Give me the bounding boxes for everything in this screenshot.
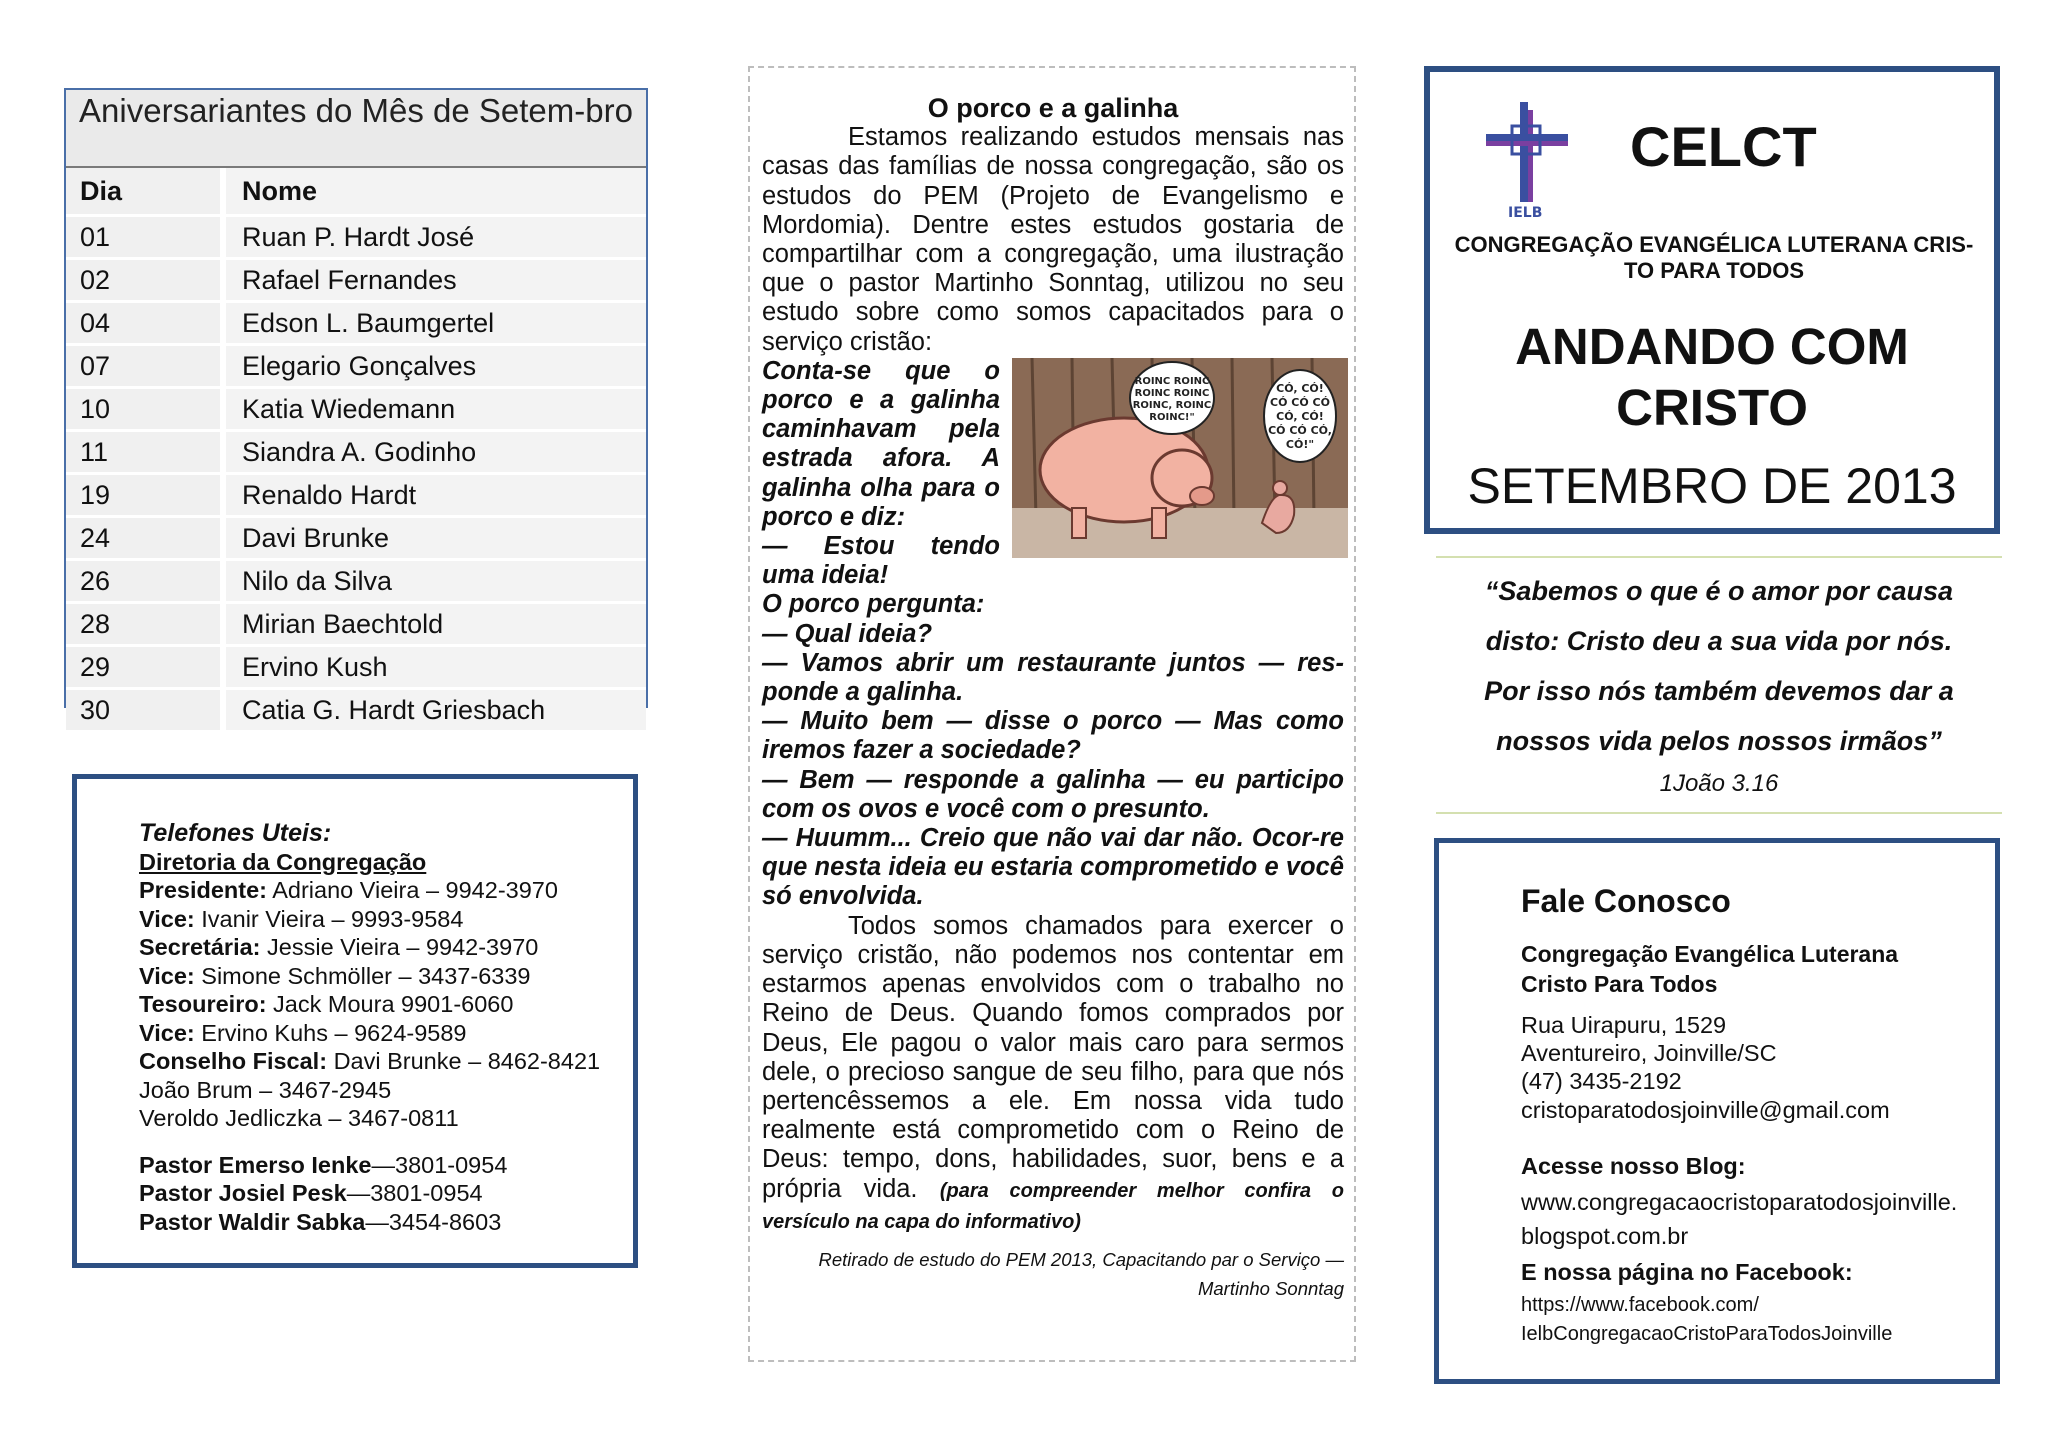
table-row: [66, 302, 646, 345]
birthday-rows: [66, 216, 646, 732]
address-line: Aventureiro, Joinville/SC: [1521, 1040, 1777, 1066]
svg-text:ROINC, ROINC: ROINC, ROINC: [1132, 399, 1212, 411]
address-line: Rua Uirapuru, 1529: [1521, 1012, 1727, 1038]
list-item: [139, 933, 633, 962]
contact-organization: [1521, 939, 1898, 999]
table-row: [66, 689, 646, 732]
birthday-day: 19: [66, 474, 223, 517]
dialog-line: — Bem — responde a galinha — eu participo com os ovos e você com o presunto.: [762, 765, 1344, 823]
verse-line: Por isso nós também devemos dar a: [1484, 676, 1954, 706]
phone-line: (47) 3435-2192: [1521, 1068, 1682, 1094]
article-conclusion: [762, 912, 1344, 1237]
dialog-line: — Vamos abrir um restaurante juntos — res-ponde a galinha.: [762, 648, 1344, 707]
birthday-table: [64, 88, 648, 725]
svg-text:CÓ CÓ CÓ,: CÓ CÓ CÓ,: [1268, 423, 1332, 437]
birthday-day: 02: [66, 259, 223, 302]
blog-label: Acesse nosso Blog:: [1521, 1153, 1746, 1179]
verse-line: “Sabemos o que é o amor por causa: [1484, 576, 1954, 606]
birthday-name: Ruan P. Hardt José: [223, 216, 646, 259]
article-note: (para compreender melhor confira o versículo na capa do informativo): [762, 1179, 1345, 1233]
table-row: [66, 388, 646, 431]
birthday-name: Ervino Kush: [223, 646, 646, 689]
list-item: [139, 876, 633, 905]
dialog-line: — Qual ideia?: [762, 619, 933, 648]
table-row: [66, 603, 646, 646]
table-row: [66, 517, 646, 560]
pig-and-hen-cartoon: [1012, 358, 1348, 558]
member-contact: Ervino Kuhs – 9624-9589: [194, 1019, 467, 1046]
list-item: [139, 1208, 633, 1237]
svg-text:CÓ, CÓ!: CÓ, CÓ!: [1276, 381, 1324, 395]
birthday-day: 29: [66, 646, 223, 689]
cover-acronym: CELCT: [1630, 115, 1817, 178]
svg-text:ROINC ROINC: ROINC ROINC: [1134, 375, 1210, 387]
pastor-phone: —3801-0954: [346, 1180, 483, 1206]
pastor-name: Pastor Waldir Sabka: [139, 1208, 366, 1235]
ielb-cross-logo-icon: [1482, 100, 1572, 220]
table-row: [66, 560, 646, 603]
board-subtitle: Diretoria da Congregação: [139, 848, 427, 875]
member-role: Vice:: [139, 1019, 195, 1046]
dialog-line: O porco pergunta:: [762, 590, 985, 619]
facebook-url-line[interactable]: https://www.facebook.com/: [1521, 1294, 1759, 1316]
pastor-name: Pastor Emerso Ienke: [139, 1151, 372, 1178]
birthday-table-grid: [66, 168, 646, 733]
birthday-name: Edson L. Baumgertel: [223, 302, 646, 345]
table-row: [66, 216, 646, 259]
member-contact: Ivanir Vieira – 9993-9584: [194, 905, 464, 932]
birthday-name: Davi Brunke: [223, 517, 646, 560]
facebook-label: E nossa página no Facebook:: [1521, 1259, 1853, 1285]
svg-text:ROINC ROINC: ROINC ROINC: [1134, 387, 1210, 399]
member-role: Presidente:: [139, 877, 267, 903]
column-header-day: Dia: [66, 168, 223, 216]
dialog-line: — Huumm... Creio que não vai dar não. Ocor-re que nesta ideia eu estaria comprometido e você só envolvida.: [762, 824, 1344, 911]
verse-quote: [1436, 566, 2002, 766]
birthday-name: Elegario Gonçalves: [223, 345, 646, 388]
useful-phones-box: [72, 774, 638, 1268]
member-contact: Davi Brunke – 8462-8421: [327, 1048, 601, 1074]
birthday-day: 07: [66, 345, 223, 388]
list-item: [139, 1151, 633, 1180]
extra-line: João Brum – 3467-2945: [139, 1076, 392, 1103]
member-contact: Jessie Vieira – 9942-3970: [260, 934, 539, 960]
birthday-name: Katia Wiedemann: [223, 388, 646, 431]
verse-line: disto: Cristo deu a sua vida por nós.: [1485, 626, 1953, 656]
article-title: O porco e a galinha: [927, 93, 1179, 123]
table-row: [66, 259, 646, 302]
article-panel: [748, 66, 1356, 1362]
pastors-list: [139, 1151, 633, 1237]
birthday-day: 11: [66, 431, 223, 474]
birthday-day: 28: [66, 603, 223, 646]
birthday-name: Nilo da Silva: [223, 560, 646, 603]
facebook-url-line[interactable]: IelbCongregacaoCristoParaTodosJoinville: [1521, 1323, 1893, 1345]
dialog-line: Conta-se que o porco e a galinha caminhavam pela estrada afora. A galinha olha para o porco e diz:: [762, 356, 1000, 531]
svg-text:ROINC!": ROINC!": [1149, 411, 1195, 423]
member-role: Tesoureiro:: [139, 991, 267, 1017]
birthday-name: Rafael Fernandes: [223, 259, 646, 302]
contact-address: [1521, 1011, 1777, 1095]
cover-full-name: CONGREGAÇÃO EVANGÉLICA LUTERANA CRIS-TO PARA TODOS: [1454, 232, 1974, 283]
board-members-list: [139, 876, 633, 1076]
bible-verse-box: [1436, 556, 2002, 814]
birthday-name: Mirian Baechtold: [223, 603, 646, 646]
birthday-day: 30: [66, 689, 223, 732]
list-item: [139, 1179, 633, 1208]
list-item: [139, 1047, 633, 1076]
verse-line: nossos vida pelos nossos irmãos”: [1496, 726, 1942, 756]
member-contact: Adriano Vieira – 9942-3970: [267, 877, 558, 903]
conclusion-text: Todos somos chamados para exercer o serviço cristão, não podemos nos contentar em estarmos apenas envolvidos com o trabalho no Reino de Deus. Quando fomos comprados por Deus, Ele pagou o valor mais caro para sermos dele, o precioso sangue de seu filho, para que nós pertencêssemos a ele. Em nossa vida tudo realmente está comprometido com o Reino de Deus: tempo, dons, habilidades, suor, bens e a própria vida.: [762, 911, 1344, 1203]
list-item: [139, 962, 633, 991]
column-header-name: Nome: [223, 168, 646, 216]
cover-box: [1424, 66, 2000, 534]
birthday-day: 10: [66, 388, 223, 431]
dialog-line: — Estou tendo uma ideia!: [762, 532, 1000, 590]
list-item: [139, 1019, 633, 1048]
member-role: Vice:: [139, 962, 195, 989]
birthday-name: Siandra A. Godinho: [223, 431, 646, 474]
contact-title: Fale Conosco: [1521, 883, 1731, 919]
list-item: [139, 905, 633, 934]
member-role: Conselho Fiscal:: [139, 1048, 328, 1074]
contact-email[interactable]: cristoparatodosjoinville@gmail.com: [1521, 1097, 1890, 1123]
cartoon-illustration: [1012, 358, 1348, 558]
table-row: [66, 474, 646, 517]
birthday-table-title: Aniversariantes do Mês de Setem-bro: [66, 90, 646, 168]
member-contact: Jack Moura 9901-6060: [266, 991, 514, 1017]
blog-url-link[interactable]: www.congregacaocristoparatodosjoinville. blogspot.com.br: [1521, 1189, 1958, 1249]
table-row: [66, 646, 646, 689]
pastor-phone: —3454-8603: [365, 1208, 502, 1235]
svg-text:CÓ, CÓ!: CÓ, CÓ!: [1276, 409, 1324, 423]
svg-text:CÓ CÓ CÓ: CÓ CÓ CÓ: [1270, 395, 1330, 409]
birthday-day: 01: [66, 216, 223, 259]
pastor-phone: —3801-0954: [371, 1151, 508, 1178]
article-source: Retirado de estudo do PEM 2013, Capacitando par o Serviço — Martinho Sonntag: [818, 1248, 1344, 1299]
list-item: [139, 990, 633, 1019]
logo-text: IELB: [1508, 205, 1543, 220]
cover-title: ANDANDO COM CRISTO: [1515, 318, 1909, 436]
pastor-name: Pastor Josiel Pesk: [139, 1180, 347, 1206]
org-line: Cristo Para Todos: [1521, 971, 1718, 997]
facebook-url-link[interactable]: [1521, 1291, 1892, 1349]
member-contact: Simone Schmöller – 3437-6339: [194, 962, 531, 989]
extra-line: Veroldo Jedliczka – 3467-0811: [139, 1105, 459, 1131]
member-role: Vice:: [139, 905, 195, 932]
verse-reference: 1João 3.16: [1659, 770, 1779, 797]
table-row: [66, 431, 646, 474]
contact-box: [1434, 838, 2000, 1384]
org-line: Congregação Evangélica Luterana: [1521, 941, 1899, 967]
member-role: Secretária:: [139, 934, 261, 960]
birthday-day: 24: [66, 517, 223, 560]
phones-title: Telefones Uteis:: [139, 819, 332, 847]
dialog-line: — Muito bem — disse o porco — Mas como iremos fazer a sociedade?: [762, 707, 1344, 765]
birthday-name: Renaldo Hardt: [223, 474, 646, 517]
cover-date: SETEMBRO DE 2013: [1467, 458, 1957, 514]
article-intro: Estamos realizando estudos mensais nas casas das famílias de nossa congregação, são os estudos do PEM (Projeto de Evangelismo e Mordomia). Dentre estes estudos gostaria de compartilhar com a congregação, uma ilustração que o pastor Martinho Sonntag, utilizou no seu estudo sobre como somos capacitados para o serviço cristão:: [762, 123, 1344, 356]
svg-text:CÓ!": CÓ!": [1285, 437, 1315, 451]
birthday-day: 04: [66, 302, 223, 345]
table-header-row: [66, 168, 646, 216]
birthday-name: Catia G. Hardt Griesbach: [223, 689, 646, 732]
birthday-day: 26: [66, 560, 223, 603]
table-row: [66, 345, 646, 388]
